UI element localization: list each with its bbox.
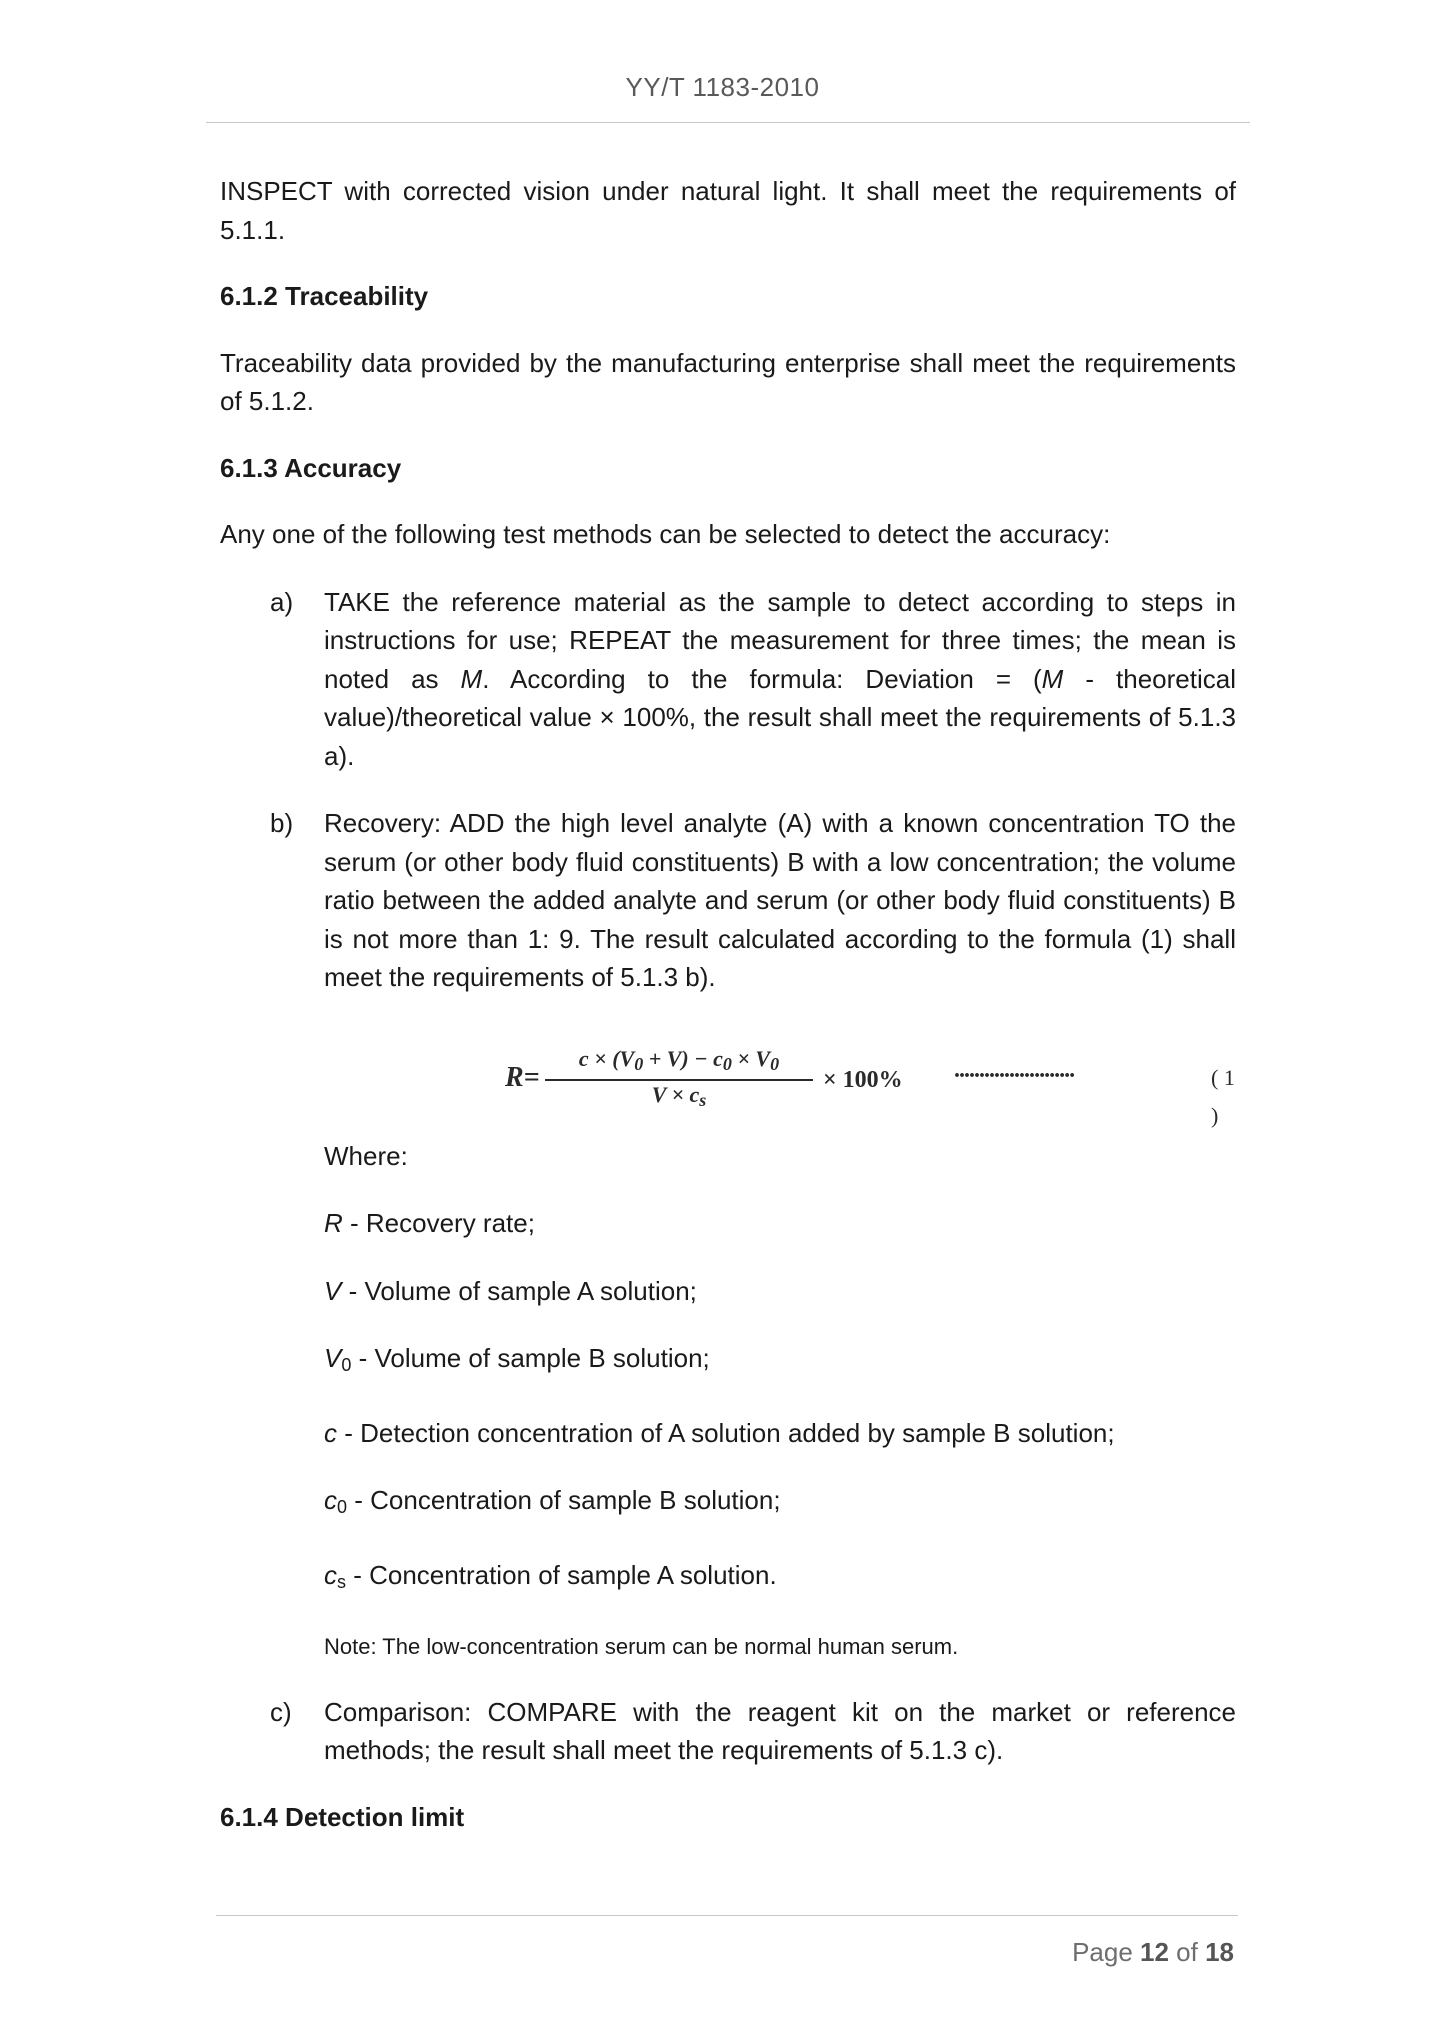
variable-m: M: [460, 663, 483, 694]
numerator-sub-1: 0: [634, 1053, 644, 1074]
formula-fraction: [545, 1045, 813, 1114]
header-divider: [206, 122, 1250, 123]
definition-symbol: V: [324, 1343, 342, 1373]
section-heading-accuracy: 6.1.3 Accuracy: [220, 452, 402, 483]
page-total: 18: [1205, 1937, 1234, 1967]
numerator-sub-3: 0: [770, 1053, 780, 1074]
definition-description: - Recovery rate;: [342, 1208, 535, 1238]
list-marker-a: a): [270, 586, 294, 617]
denominator-part: V × c: [651, 1081, 700, 1107]
definition-symbol: c: [324, 1417, 337, 1448]
accuracy-intro-paragraph: Any one of the following test methods can be selected to detect the accuracy:: [220, 519, 1111, 549]
definition-symbol: V: [324, 1275, 342, 1306]
item-b-text: Recovery: ADD the high level analyte (A) with a known concentration TO the serum (or other body fluid constituents) B with a low concentration; the volume ratio between the added analyte and serum (or other body fluid constituents) B is not more than 1: 9. The result calculated according to the formula (1) shall meet the requirements of 5.1.3 b).: [324, 808, 1236, 992]
formula-number: ( 1 ): [1211, 1064, 1235, 1128]
definition-symbol: R: [324, 1208, 343, 1238]
definition-description: - Volume of sample B solution;: [351, 1343, 710, 1373]
variable-m-2: M: [1041, 663, 1064, 694]
item-a-text-3: - theoretical value)/theoretical value × 100%, the result shall meet the requirements of 5.1.3 a).: [324, 663, 1236, 771]
item-a-text-2: . According to the formula: Deviation = (: [482, 663, 1042, 694]
where-label: Where:: [324, 1140, 408, 1171]
page-label: Page: [1072, 1937, 1141, 1967]
numerator-part-2: + V) − c: [643, 1045, 723, 1071]
formula-denominator: [545, 1081, 813, 1114]
definition-item: [324, 1272, 1236, 1311]
recovery-formula: [505, 1045, 1236, 1128]
definition-subscript: 0: [341, 1355, 352, 1375]
formula-lhs: R=: [505, 1061, 540, 1093]
numerator-part-1: c × (V: [578, 1045, 635, 1071]
formula-leader-dots: ························: [953, 1062, 1074, 1089]
definition-item: [324, 1339, 1236, 1385]
footer-divider: [216, 1915, 1238, 1916]
page-of-label: of: [1168, 1937, 1206, 1967]
document-header-title: YY/T 1183-2010: [625, 72, 820, 102]
definition-description: - Volume of sample A solution;: [341, 1275, 697, 1306]
definition-description: - Concentration of sample B solution;: [347, 1485, 781, 1515]
denominator-sub: s: [699, 1089, 707, 1110]
list-item-b: [220, 804, 1236, 997]
formula-multiplier: × 100%: [823, 1066, 903, 1093]
formula-numerator: [545, 1045, 813, 1081]
item-c-text: Comparison: COMPARE with the reagent kit on the market or reference methods; the result shall meet the requirements of 5.1.3 c).: [324, 1696, 1236, 1765]
definition-item: [324, 1414, 1236, 1453]
intro-paragraph: INSPECT with corrected vision under natural light. It shall meet the requirements of 5.1.1.: [220, 176, 1236, 245]
definition-subscript: s: [337, 1571, 346, 1592]
definition-description: - Detection concentration of A solution added by sample B solution;: [337, 1417, 1115, 1448]
definition-symbol: c: [324, 1485, 337, 1515]
definition-symbol: c: [324, 1559, 337, 1590]
definition-item: [324, 1204, 1236, 1243]
list-item-c: [220, 1693, 1236, 1770]
page-current: 12: [1140, 1937, 1169, 1967]
traceability-paragraph: Traceability data provided by the manufacturing enterprise shall meet the requirements of 5.1.2.: [220, 347, 1236, 416]
document-body: [220, 172, 1236, 1836]
definition-description: - Concentration of sample A solution.: [346, 1559, 777, 1590]
numerator-sub-2: 0: [722, 1053, 732, 1074]
note-text: Note: The low-concentration serum can be normal human serum.: [324, 1634, 959, 1659]
list-item-a: [220, 583, 1236, 776]
page-footer: [1072, 1937, 1234, 1968]
item-a-text-1: TAKE the reference material as the sample to detect according to steps in instructions for use; REPEAT the measurement for three times; the mean is noted as: [324, 586, 1236, 694]
definition-item: [324, 1556, 1236, 1602]
list-marker-c: c): [270, 1696, 292, 1727]
definition-item: [324, 1481, 1236, 1527]
definition-subscript: 0: [337, 1497, 348, 1517]
section-heading-traceability: 6.1.2 Traceability: [220, 281, 429, 311]
section-heading-detection-limit: 6.1.4 Detection limit: [220, 1801, 465, 1832]
list-marker-b: b): [270, 808, 294, 838]
definitions-list: [220, 1204, 1236, 1601]
numerator-part-3: × V: [731, 1045, 771, 1071]
